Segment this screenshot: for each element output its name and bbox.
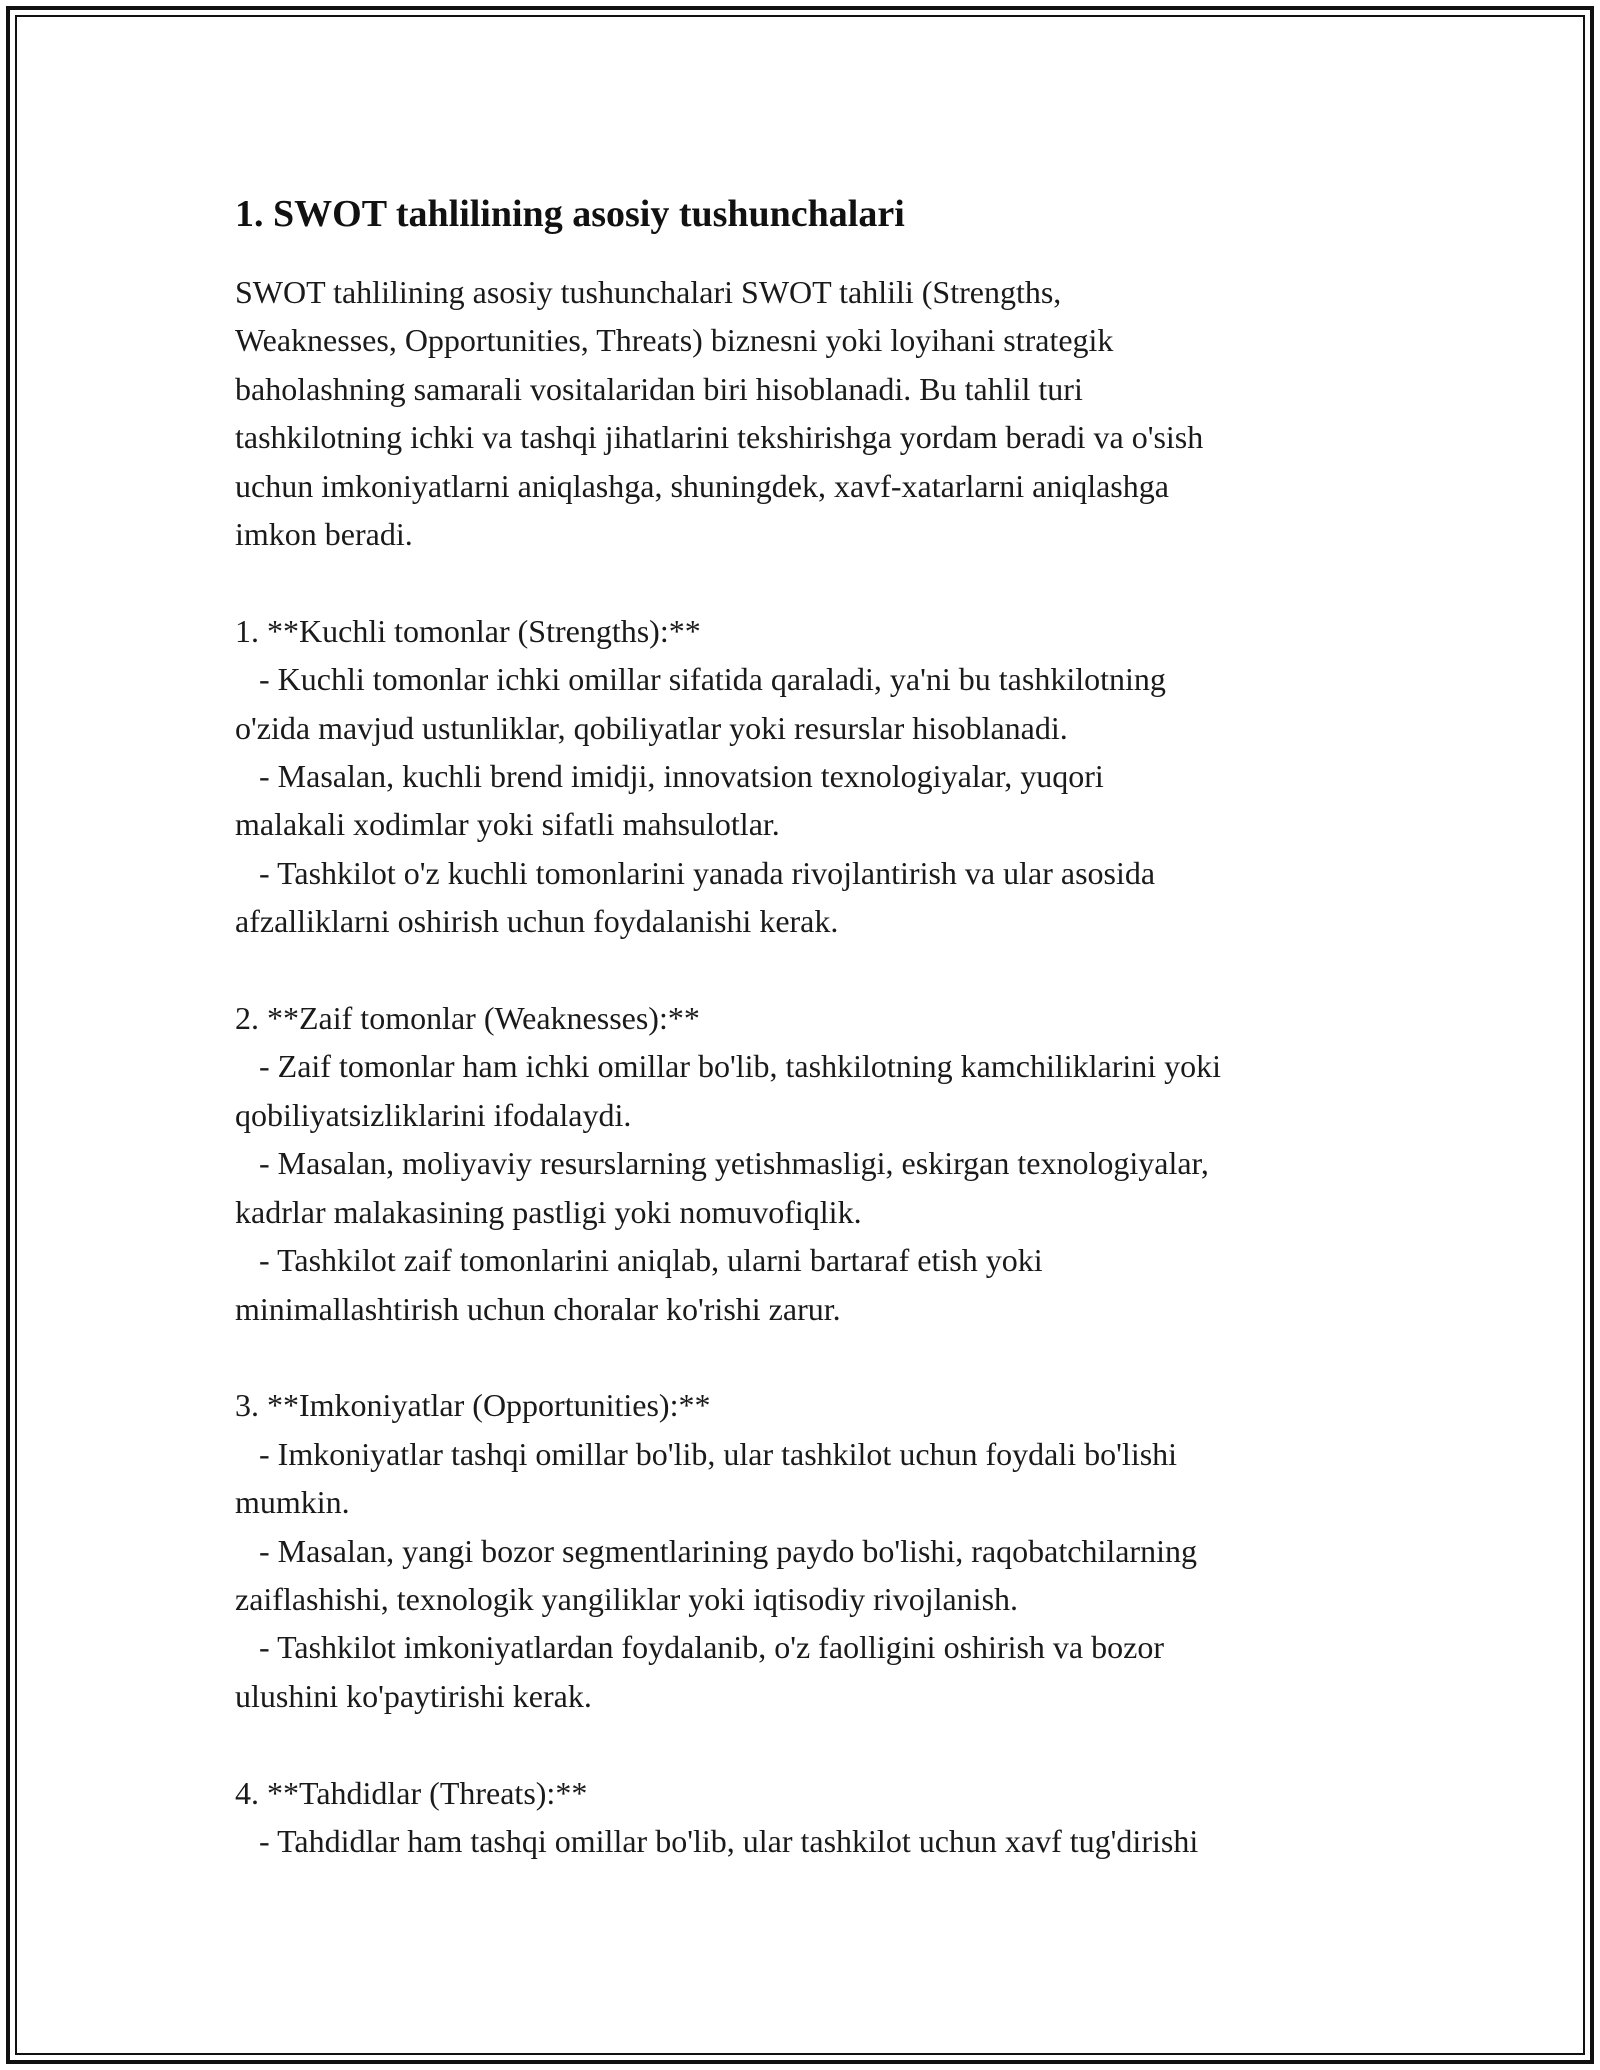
list-block	[235, 994, 1365, 1333]
list-item-opportunities-title: 3. **Imkoniyatlar (Opportunities):**	[235, 1387, 711, 1424]
list-item-weaknesses-title: 2. **Zaif tomonlar (Weaknesses):**	[235, 1000, 700, 1037]
list-item-threats-title: 4. **Tahdidlar (Threats):**	[235, 1774, 588, 1811]
list-item-strengths-body: - Kuchli tomonlar ichki omillar sifatida qaraladi, ya'ni bu tashkilotning o'zida mavjud ustunliklar, qobiliyatlar yoki resurslar hisoblanadi. - Masalan, kuchli brend imidji, innovatsion texnologiyalar, yuqori malakali xodimlar yoki sifatli mahsulotlar. - Tashkilot o'z kuchli tomonlarini yanada rivojlantirish va ular asosida afzalliklarni oshirish uchun foydalanishi kerak.	[235, 661, 1166, 940]
document-body	[235, 186, 1365, 1865]
list-item-threats-body: - Tahdidlar ham tashqi omillar bo'lib, ular tashkilot uchun xavf tug'dirishi	[235, 1822, 1199, 1859]
list-item-opportunities-body: - Imkoniyatlar tashqi omillar bo'lib, ular tashkilot uchun foydali bo'lishi mumkin. - Masalan, yangi bozor segmentlarining paydo bo'lishi, raqobatchilarning zaiflashishi, texnologik yangiliklar yoki iqtisodiy rivojlanish. - Tashkilot imkoniyatlardan foydalanib, o'z faolligini oshirish va bozor ulushini ko'paytirishi kerak.	[235, 1435, 1197, 1714]
list-block	[235, 1381, 1365, 1720]
list-item-strengths-title: 1. **Kuchli tomonlar (Strengths):**	[235, 612, 701, 649]
list-item-weaknesses-body: - Zaif tomonlar ham ichki omillar bo'lib, tashkilotning kamchiliklarini yoki qobiliyatsizliklarini ifodalaydi. - Masalan, moliyaviy resurslarning yetishmasligi, eskirgan texnologiyalar, kadrlar malakasining pastligi yoki nomuvofiqlik. - Tashkilot zaif tomonlarini aniqlab, ularni bartaraf etish yoki minimallashtirish uchun choralar ko'rishi zarur.	[235, 1048, 1222, 1327]
list-block	[235, 607, 1365, 946]
intro-paragraph: SWOT tahlilining asosiy tushunchalari SWOT tahlili (Strengths, Weaknesses, Opportunities, Threats) biznesni yoki loyihani strategik baholashning samarali vositalaridan biri hisoblanadi. Bu tahlil turi tashkilotning ichki va tashqi jihatlarini tekshirishga yordam beradi va o'sish uchun imkoniyatlarni aniqlashga, shuningdek, xavf-xatarlarni aniqlashga imkon beradi.	[235, 274, 1204, 553]
list-block	[235, 1769, 1365, 1866]
section-heading: 1. SWOT tahlilining asosiy tushunchalari	[235, 193, 905, 235]
